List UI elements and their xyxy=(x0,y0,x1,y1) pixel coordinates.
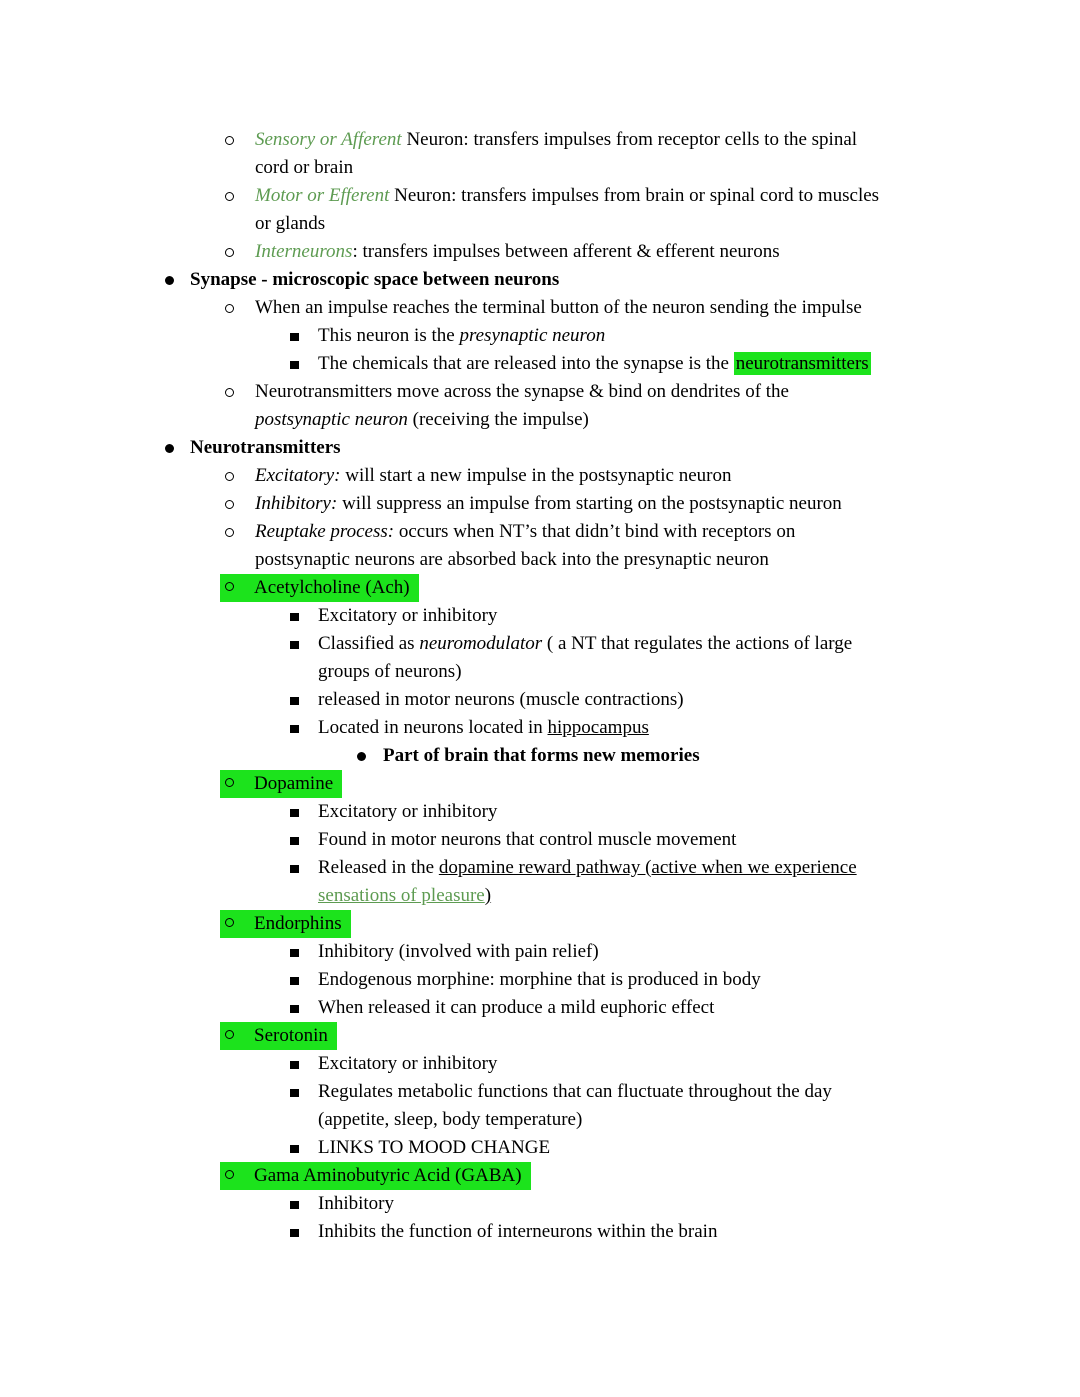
list-item-text xyxy=(318,1193,394,1214)
square-bullet-icon xyxy=(290,809,299,818)
list-item-text xyxy=(254,1025,328,1046)
list-item xyxy=(0,238,1080,266)
text-segment: Acetylcholine (Ach) xyxy=(254,577,410,598)
square-bullet-icon xyxy=(290,1089,299,1098)
square-bullet-icon xyxy=(290,977,299,986)
text-segment: Excitatory or inhibitory xyxy=(318,605,498,626)
text-segment: ) xyxy=(484,885,492,906)
text-segment: Inhibitory xyxy=(318,1193,394,1214)
circle-bullet-icon xyxy=(225,136,234,145)
list-item xyxy=(0,1078,1080,1134)
text-segment: Sensory or Afferent xyxy=(255,129,402,150)
text-segment: Neuron: transfers impulses from receptor cells to the spinal xyxy=(401,129,858,150)
square-bullet-icon xyxy=(290,1145,299,1154)
list-item xyxy=(0,910,1080,938)
list-item xyxy=(0,714,1080,742)
square-bullet-icon xyxy=(290,865,299,874)
text-segment: Regulates metabolic functions that can fluctuate throughout the day xyxy=(318,1081,832,1102)
text-segment: When released it can produce a mild euphoric effect xyxy=(318,997,715,1018)
text-segment: This neuron is the xyxy=(318,325,460,346)
text-segment: : transfers impulses between afferent & efferent neurons xyxy=(352,241,780,262)
list-item xyxy=(0,1050,1080,1078)
text-segment: ( a NT that regulates the actions of large xyxy=(542,633,853,654)
list-item-text xyxy=(190,437,341,458)
list-item-text xyxy=(255,465,731,486)
text-segment: Endorphins xyxy=(254,913,342,934)
list-item-text xyxy=(383,745,700,766)
list-item xyxy=(0,126,1080,182)
text-segment: Inhibitory (involved with pain relief) xyxy=(318,941,599,962)
text-segment: The chemicals that are released into the synapse is the xyxy=(318,353,734,374)
text-segment: Classified as xyxy=(318,633,420,654)
list-item-text xyxy=(318,1053,497,1074)
list-item xyxy=(0,182,1080,238)
list-item xyxy=(0,1134,1080,1162)
highlight-box xyxy=(220,574,419,602)
list-item-text xyxy=(318,1137,550,1158)
text-segment: Neurotransmitters xyxy=(190,437,341,458)
text-segment: When an impulse reaches the terminal button of the neuron sending the impulse xyxy=(255,297,862,318)
circle-bullet-icon xyxy=(225,582,234,591)
text-segment: dopamine reward pathway (active when we experience xyxy=(438,857,857,878)
text-segment: occurs when NT’s that didn’t bind with receptors on xyxy=(394,521,796,542)
square-bullet-icon xyxy=(290,613,299,622)
text-segment: Excitatory: xyxy=(255,465,341,486)
list-item xyxy=(0,854,1080,910)
text-segment: Excitatory or inhibitory xyxy=(318,1053,498,1074)
text-segment: Inhibits the function of interneurons within the brain xyxy=(318,1221,718,1242)
text-segment: groups of neurons) xyxy=(318,661,462,682)
list-item-text xyxy=(254,773,333,794)
square-bullet-icon xyxy=(290,1201,299,1210)
circle-bullet-icon xyxy=(225,388,234,397)
highlight-box xyxy=(220,1022,337,1050)
list-item xyxy=(0,350,1080,378)
text-segment: Located in neurons located in xyxy=(318,717,548,738)
square-bullet-icon xyxy=(290,1229,299,1238)
circle-bullet-icon xyxy=(225,248,234,257)
list-item-text xyxy=(318,352,871,375)
text-segment: Neurotransmitters move across the synapse & bind on dendrites of the xyxy=(255,381,789,402)
circle-bullet-icon xyxy=(225,918,234,927)
list-item xyxy=(0,1162,1080,1190)
list-item xyxy=(0,630,1080,686)
text-segment: LINKS TO MOOD CHANGE xyxy=(318,1137,551,1158)
square-bullet-icon xyxy=(290,725,299,734)
list-item-text xyxy=(318,997,714,1018)
circle-bullet-icon xyxy=(225,472,234,481)
list-item-text xyxy=(255,241,780,262)
text-segment: Endogenous morphine: morphine that is produced in body xyxy=(318,969,761,990)
list-item-text xyxy=(318,941,599,962)
list-item-text xyxy=(318,801,497,822)
list-item-text xyxy=(318,829,736,850)
text-segment: will start a new impulse in the postsynaptic neuron xyxy=(340,465,732,486)
text-segment: or glands xyxy=(255,213,326,234)
list-item-text xyxy=(318,1221,717,1242)
list-item-text xyxy=(318,325,605,346)
list-item-text xyxy=(318,605,497,626)
text-segment: Interneurons xyxy=(255,241,353,262)
text-segment: (appetite, sleep, body temperature) xyxy=(318,1109,583,1130)
square-bullet-icon xyxy=(290,1005,299,1014)
highlight-box xyxy=(220,770,342,798)
square-bullet-icon xyxy=(290,361,299,370)
text-segment: released in motor neurons (muscle contractions) xyxy=(318,689,684,710)
text-segment: Excitatory or inhibitory xyxy=(318,801,498,822)
list-item-text xyxy=(318,717,649,738)
highlight-box xyxy=(220,910,351,938)
list-item xyxy=(0,742,1080,770)
text-segment: postsynaptic neurons are absorbed back into the presynaptic neuron xyxy=(255,549,769,570)
text-segment: cord or brain xyxy=(255,157,354,178)
square-bullet-icon xyxy=(290,333,299,342)
list-item-text xyxy=(318,1081,832,1130)
circle-bullet-icon xyxy=(225,528,234,537)
list-item-text xyxy=(255,381,789,430)
text-segment: postsynaptic neuron xyxy=(255,409,408,430)
list-item xyxy=(0,1190,1080,1218)
text-segment: Found in motor neurons that control muscle movement xyxy=(318,829,737,850)
text-segment: Synapse - microscopic space between neurons xyxy=(190,269,560,290)
text-segment: hippocampus xyxy=(547,717,649,738)
list-item-text xyxy=(318,689,684,710)
text-segment: presynaptic neuron xyxy=(459,325,606,346)
list-item-text xyxy=(255,521,795,570)
list-item xyxy=(0,602,1080,630)
list-item xyxy=(0,378,1080,434)
list-item xyxy=(0,966,1080,994)
list-item xyxy=(0,294,1080,322)
disc-bullet-icon xyxy=(165,276,174,285)
list-item xyxy=(0,938,1080,966)
list-item-text xyxy=(318,969,761,990)
text-segment: Released in the xyxy=(318,857,439,878)
list-item-text xyxy=(255,297,862,318)
highlight-box xyxy=(220,1162,531,1190)
list-item xyxy=(0,1218,1080,1246)
list-item xyxy=(0,462,1080,490)
list-item xyxy=(0,798,1080,826)
list-item-text xyxy=(318,633,852,682)
list-item xyxy=(0,490,1080,518)
text-segment: Neuron: transfers impulses from brain or spinal cord to muscles xyxy=(389,185,880,206)
square-bullet-icon xyxy=(290,641,299,650)
list-item-text xyxy=(190,269,559,290)
square-bullet-icon xyxy=(290,837,299,846)
list-item-text xyxy=(254,577,410,598)
text-segment: Reuptake process: xyxy=(255,521,395,542)
list-item xyxy=(0,686,1080,714)
circle-bullet-icon xyxy=(225,778,234,787)
text-segment: Part of brain that forms new memories xyxy=(383,745,700,766)
circle-bullet-icon xyxy=(225,1030,234,1039)
list-item-text xyxy=(318,857,857,906)
list-item xyxy=(0,434,1080,462)
list-item-text xyxy=(254,1165,522,1186)
circle-bullet-icon xyxy=(225,500,234,509)
circle-bullet-icon xyxy=(225,192,234,201)
circle-bullet-icon xyxy=(225,1170,234,1179)
text-segment: Inhibitory: xyxy=(255,493,338,514)
text-segment: neuromodulator xyxy=(419,633,543,654)
list-item xyxy=(0,826,1080,854)
list-item xyxy=(0,770,1080,798)
list-item xyxy=(0,518,1080,574)
text-segment: Gama Aminobutyric Acid (GABA) xyxy=(254,1165,522,1186)
list-item xyxy=(0,994,1080,1022)
list-item xyxy=(0,322,1080,350)
list-item xyxy=(0,1022,1080,1050)
list-item-text xyxy=(254,913,342,934)
text-segment: Motor or Efferent xyxy=(255,185,390,206)
list-item-text xyxy=(255,493,842,514)
disc-bullet-icon xyxy=(357,752,366,761)
square-bullet-icon xyxy=(290,1061,299,1070)
text-segment: Dopamine xyxy=(254,773,334,794)
circle-bullet-icon xyxy=(225,304,234,313)
text-segment: neurotransmitters xyxy=(735,353,869,374)
list-item xyxy=(0,266,1080,294)
text-segment: Serotonin xyxy=(254,1025,328,1046)
square-bullet-icon xyxy=(290,949,299,958)
text-segment: will suppress an impulse from starting on the postsynaptic neuron xyxy=(337,493,842,514)
list-item-text xyxy=(255,185,879,234)
text-segment: (receiving the impulse) xyxy=(407,409,589,430)
list-item xyxy=(0,574,1080,602)
list-item-text xyxy=(255,129,857,178)
text-segment: sensations of pleasure xyxy=(318,885,485,906)
disc-bullet-icon xyxy=(165,444,174,453)
square-bullet-icon xyxy=(290,697,299,706)
